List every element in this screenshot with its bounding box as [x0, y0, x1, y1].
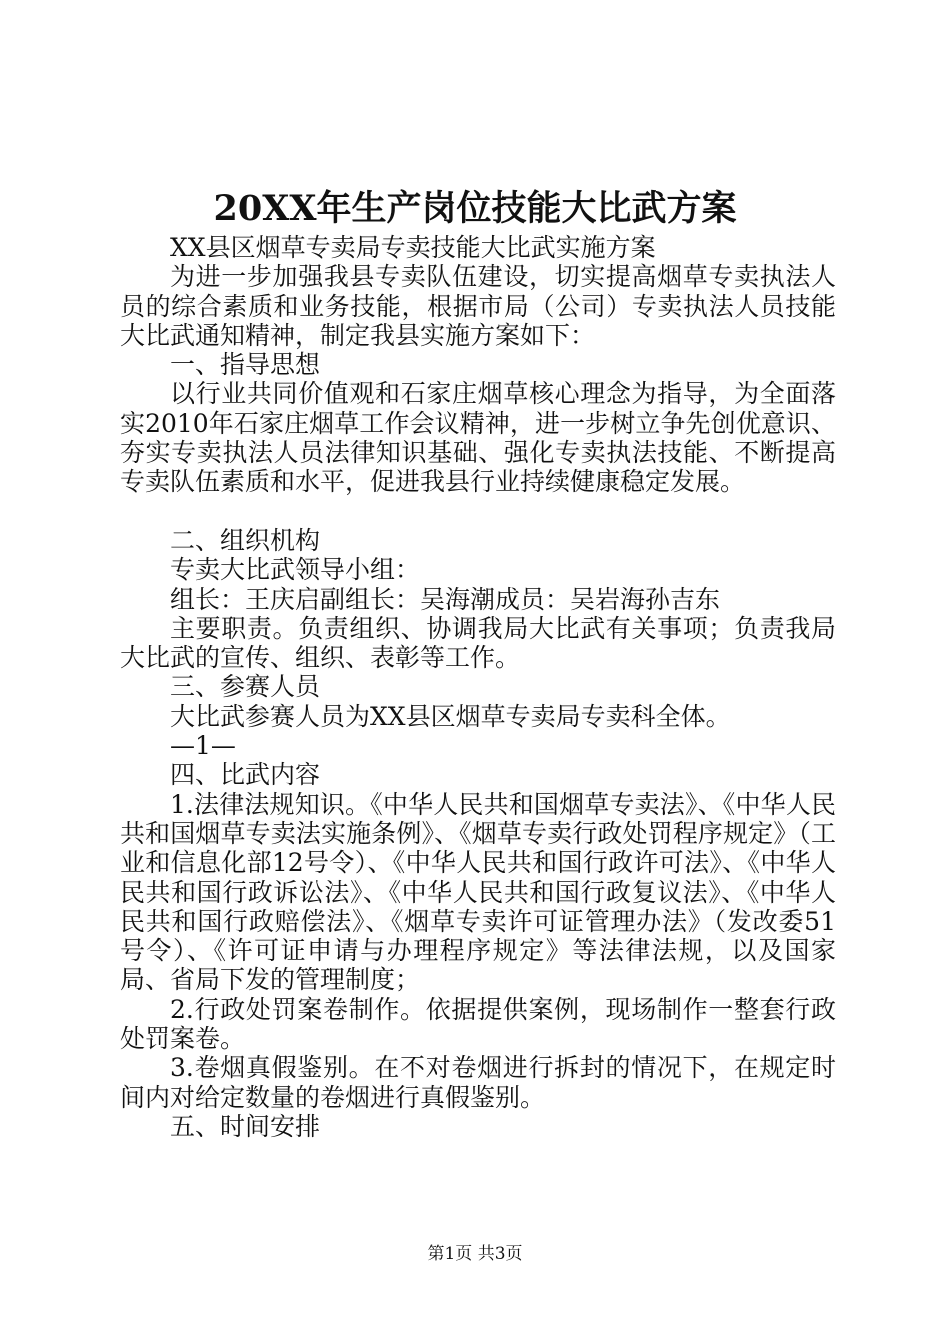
- section-heading-3: 三、参赛人员: [170, 672, 321, 702]
- section-heading-5: 五、时间安排: [170, 1111, 321, 1141]
- subtitle-line: XX县区烟草专卖局专卖技能大比武实施方案: [170, 233, 656, 262]
- content-item-1: 1.法律法规知识。《中华人民共和国烟草专卖法》、《中华人民共和国烟草专卖法实施条例》、《烟草专卖行政处罚程序规定》（工业和信息化部12号令）、《中华人民共和国行政许可法》、《中华人民共和国行政诉讼法》、《中华人民共和国行政复议法》、《中华人民共和国行政赔偿法》、《烟草专卖许可证管理办法》（发改委51号令）、《许可证申请与办理程序规定》等法律法规，以及国家局、省局下发的管理制度；: [120, 789, 836, 995]
- inline-page-marker: —1—: [170, 731, 236, 761]
- duties-paragraph: 主要职责。负责组织、协调我局大比武有关事项；负责我局大比武的宣传、组织、表彰等工作。: [120, 613, 836, 673]
- leadership-group-label: 专卖大比武领导小组：: [170, 555, 421, 585]
- participants-paragraph: 大比武参赛人员为XX县区烟草专卖局专卖科全体。: [170, 701, 731, 731]
- intro-paragraph: 为进一步加强我县专卖队伍建设，切实提高烟草专卖执法人员的综合素质和业务技能，根据市局（公司）专卖执法人员技能大比武通知精神，制定我县实施方案如下：: [120, 262, 836, 350]
- guiding-paragraph: 以行业共同价值观和石家庄烟草核心理念为指导，为全面落实2010年石家庄烟草工作会议精神，进一步树立争先创优意识、夯实专卖执法人员法律知识基础、强化专卖执法技能、不断提高专卖队伍素质和水平，促进我县行业持续健康稳定发展。: [120, 379, 836, 497]
- blank-line: [120, 497, 836, 526]
- document-title: 20XX年生产岗位技能大比武方案: [213, 188, 737, 229]
- section-heading-4: 四、比武内容: [170, 760, 321, 790]
- content-item-3: 3.卷烟真假鉴别。在不对卷烟进行拆封的情况下，在规定时间内对给定数量的卷烟进行真假鉴别。: [120, 1053, 836, 1112]
- content-item-2: 2.行政处罚案卷制作。依据提供案例，现场制作一整套行政处罚案卷。: [120, 994, 836, 1054]
- page-footer: 第1页 共3页: [427, 1244, 523, 1264]
- leadership-members: 组长：王庆启副组长：吴海潮成员：吴岩海孙吉东: [170, 584, 721, 614]
- section-heading-2: 二、组织机构: [170, 525, 321, 555]
- section-heading-1: 一、指导思想: [170, 350, 321, 380]
- document-body: [120, 233, 836, 1141]
